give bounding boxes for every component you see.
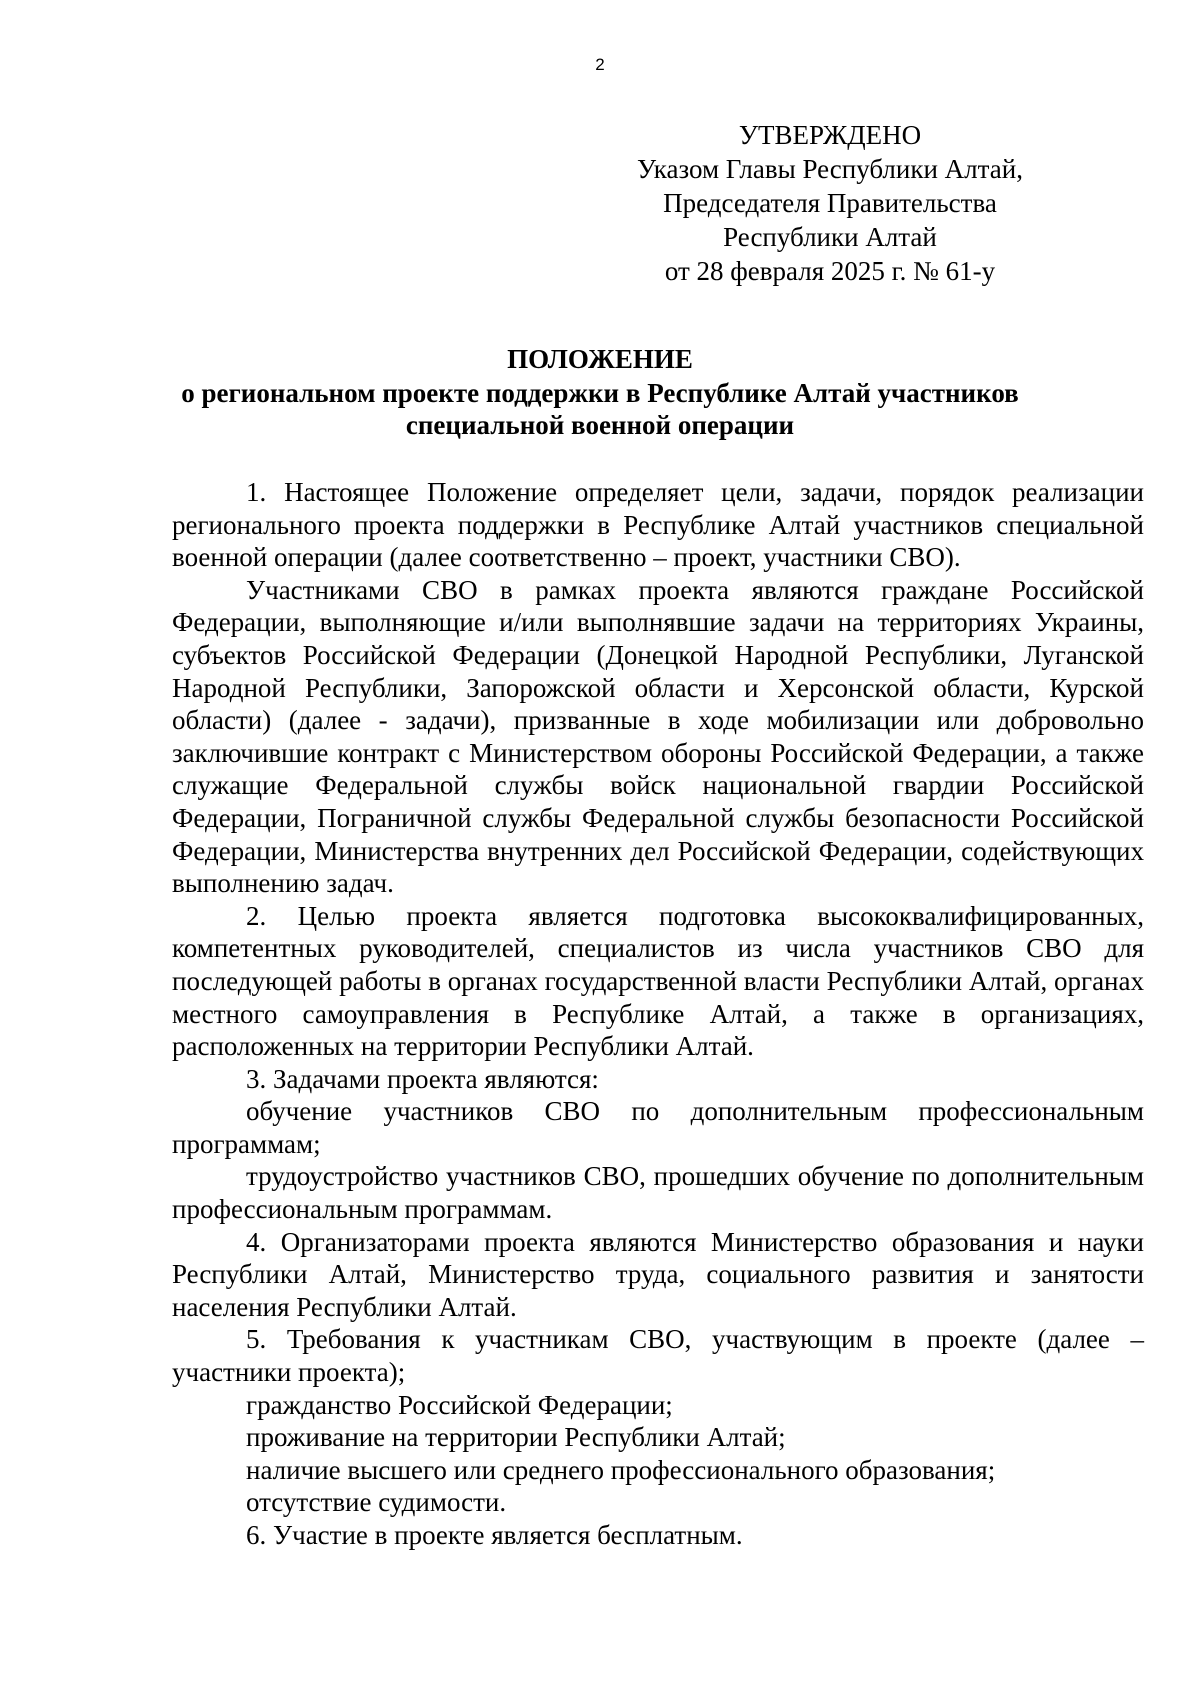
document-subtitle-line-2: специальной военной операции — [405, 410, 795, 440]
approval-position-line: Председателя Правительства — [663, 188, 997, 218]
approval-heading: УТВЕРЖДЕНО — [738, 120, 922, 150]
paragraph-participants-definition: Участниками СВО в рамках проекта являются граждане Российской Федерации, выполняющие и/или выполнявшие задачи на территориях Украины, субъектов Российской Федерации (Донецкой Народной Республики, Луганской Народной Республики, Запорожской области и Херсонской области, Курской области) (далее - задачи), призванные в ходе мобилизации или добровольно заключившие контракт с Министерством обороны Российской Федерации, а также служащие Федеральной службы войск национальной гвардии Российской Федерации, Пограничной службы Федеральной службы безопасности Российской Федерации, Министерства внутренних дел Российской Федерации, содействующих выполнению задач. — [172, 574, 1144, 899]
approval-republic-line: Республики Алтай — [723, 222, 937, 252]
requirement-residence: проживание на территории Республики Алтай; — [246, 1422, 786, 1453]
document-body — [172, 476, 1144, 1552]
requirement-education: наличие высшего или среднего профессионального образования; — [246, 1454, 996, 1485]
paragraph-4-organizers: 4. Организаторами проекта являются Министерство образования и науки Республики Алтай, Министерство труда, социального развития и занятости населения Республики Алтай. — [172, 1226, 1144, 1322]
paragraph-task-training: обучение участников СВО по дополнительным профессиональным программам; — [172, 1096, 1144, 1159]
document-subtitle-line-1: о региональном проекте поддержки в Республике Алтай участников — [181, 378, 1019, 408]
approval-decree-line: Указом Главы Республики Алтай, — [637, 154, 1023, 184]
paragraph-6-free-participation: 6. Участие в проекте является бесплатным. — [246, 1520, 743, 1550]
approval-date-line: от 28 февраля 2025 г. № 61-у — [664, 256, 996, 286]
page-number: 2 — [595, 55, 605, 74]
paragraph-task-employment: трудоустройство участников СВО, прошедших обучение по дополнительным профессиональным программам. — [172, 1161, 1144, 1225]
document-title: ПОЛОЖЕНИЕ — [507, 344, 693, 374]
requirement-no-criminal-record: отсутствие судимости. — [246, 1487, 507, 1518]
paragraph-3-tasks-heading: 3. Задачами проекта являются: — [246, 1063, 599, 1094]
approval-stamp — [620, 118, 1040, 288]
paragraph-2-goal: 2. Целью проекта является подготовка высококвалифицированных, компетентных руководителей, специалистов из числа участников СВО для последующей работы в органах государственной власти Республики Алтай, органах местного самоуправления в Республике Алтай, а также в организациях, расположенных на территории Республики Алтай. — [172, 900, 1144, 1062]
requirement-citizenship: гражданство Российской Федерации; — [246, 1389, 673, 1420]
paragraph-1-purpose: 1. Настоящее Положение определяет цели, задачи, порядок реализации регионального проекта поддержки в Республике Алтай участников специальной военной операции (далее соответственно – проект, участники СВО). — [172, 477, 1144, 573]
paragraph-5-requirements: 5. Требования к участникам СВО, участвующим в проекте (далее – участники проекта); — [172, 1324, 1144, 1388]
document-title-block — [0, 343, 1200, 441]
